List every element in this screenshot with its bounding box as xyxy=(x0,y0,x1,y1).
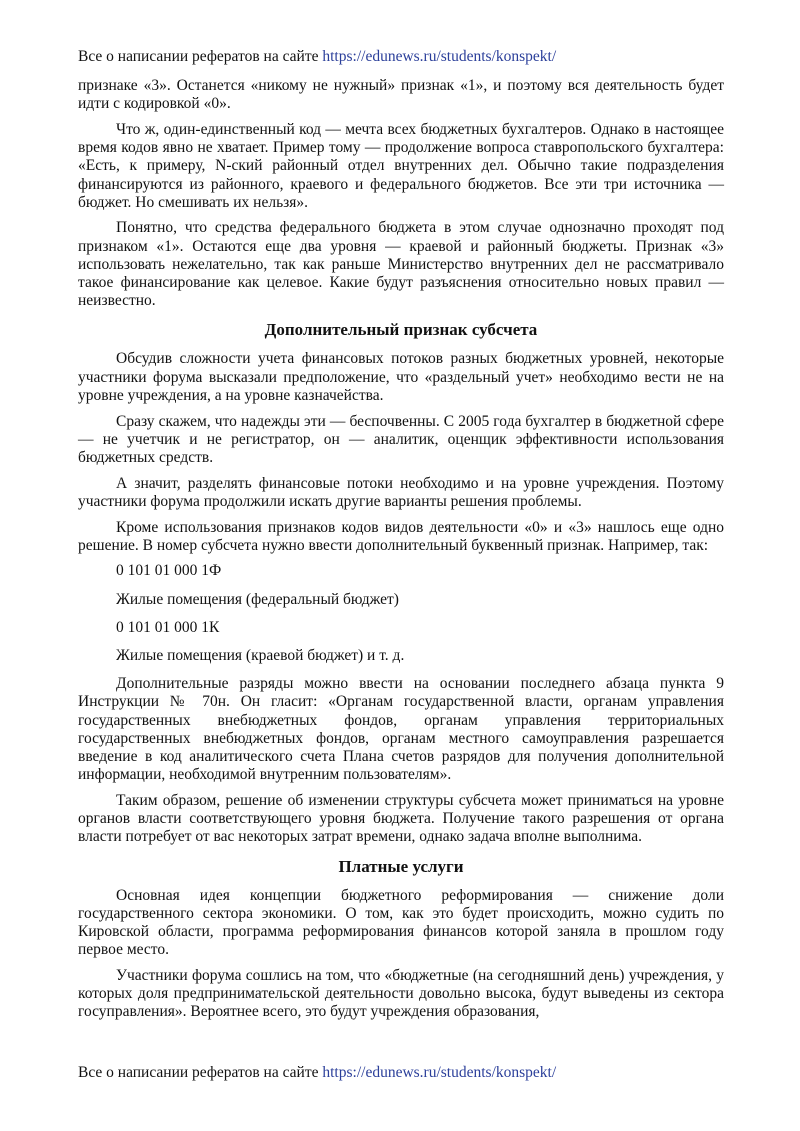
code-description: Жилые помещения (федеральный бюджет) xyxy=(116,590,399,608)
paragraph: Понятно, что средства федерального бюджета в этом случае однозначно проходят под признаком «1». Остаются еще два уровня — краевой и районный бюджеты. Признак «3» использовать нежелательно, так как раньше Министерство внутренних дел не рассматривало такое финансирование как целевое. Какие будут разъяснения относительно новых правил — неизвестно. xyxy=(78,219,724,310)
section-heading: Платные услуги xyxy=(338,856,464,876)
paragraph: Кроме использования признаков кодов видов деятельности «0» и «3» нашлось еще одно решение. В номер субсчета нужно ввести дополнительный буквенный признак. Например, так: xyxy=(78,518,724,554)
paragraph: Участники форума сошлись на том, что «бюджетные (на сегодняшний день) учреждения, у которых доля предпринимательской деятельности довольно высока, будут выведены из сектора госуправления». Вероятнее всего, это будут учреждения образования, xyxy=(78,966,724,1021)
page-header xyxy=(78,47,556,67)
footer-link[interactable]: https://edunews.ru/students/konspekt/ xyxy=(322,1064,557,1081)
footer-text: Все о написании рефератов на сайте xyxy=(78,1064,323,1081)
document-body xyxy=(78,77,724,1029)
paragraph: признаке «3». Останется «никому не нужный» признак «1», и поэтому вся деятельность будет идти с кодировкой «0». xyxy=(78,77,724,113)
code-line: 0 101 01 000 1Ф xyxy=(116,562,222,580)
paragraph: Таким образом, решение об изменении структуры субсчета может приниматься на уровне органов власти соответствующего уровня бюджета. Получение такого разрешения от органа власти потребует от вас некоторых затрат времени, однако задача вполне выполнима. xyxy=(78,792,724,846)
code-line: 0 101 01 000 1К xyxy=(116,618,220,636)
page-footer xyxy=(78,1063,556,1083)
section-heading: Дополнительный признак субсчета xyxy=(264,320,538,340)
paragraph: Основная идея концепции бюджетного реформирования — снижение доли государственного сектора экономики. О том, как это будет происходить, можно судить по Кировской области, программа реформирования финансов которой заняла в прошлом году первое место. xyxy=(78,886,724,959)
paragraph: А значит, разделять финансовые потоки необходимо и на уровне учреждения. Поэтому участники форума продолжили искать другие варианты решения проблемы. xyxy=(78,474,724,510)
code-description: Жилые помещения (краевой бюджет) и т. д. xyxy=(116,647,405,665)
paragraph: Обсудив сложности учета финансовых потоков разных бюджетных уровней, некоторые участники форума высказали предположение, что «раздельный учет» необходимо вести не на уровне учреждения, а на уровне казначейства. xyxy=(78,350,724,404)
paragraph: Сразу скажем, что надежды эти — беспочвенны. С 2005 года бухгалтер в бюджетной сфере — не учетчик и не регистратор, он — аналитик, оценщик эффективности использования бюджетных средств. xyxy=(78,412,724,466)
header-link[interactable]: https://edunews.ru/students/konspekt/ xyxy=(322,48,557,65)
header-text: Все о написании рефератов на сайте xyxy=(78,48,323,65)
paragraph: Что ж, один-единственный код — мечта всех бюджетных бухгалтеров. Однако в настоящее время кодов явно не хватает. Пример тому — продолжение вопроса ставропольского бухгалтера: «Есть, к примеру, N-ский районный отдел внутренних дел. Обычно такие подразделения финансируются из районного, краевого и федерального бюджетов. Все эти три источника — бюджет. Но смешивать их нельзя». xyxy=(78,120,724,211)
paragraph: Дополнительные разряды можно ввести на основании последнего абзаца пункта 9 Инструкции № 70н. Он гласит: «Органам государственной власти, органам управления государственных внебюджетных фондов, органам управления территориальных государственных внебюджетных фондов, органам местного самоуправления разрешается введение в код аналитического счета Плана счетов разрядов для получения дополнительной информации, необходимой внутренним пользователям». xyxy=(78,675,724,784)
